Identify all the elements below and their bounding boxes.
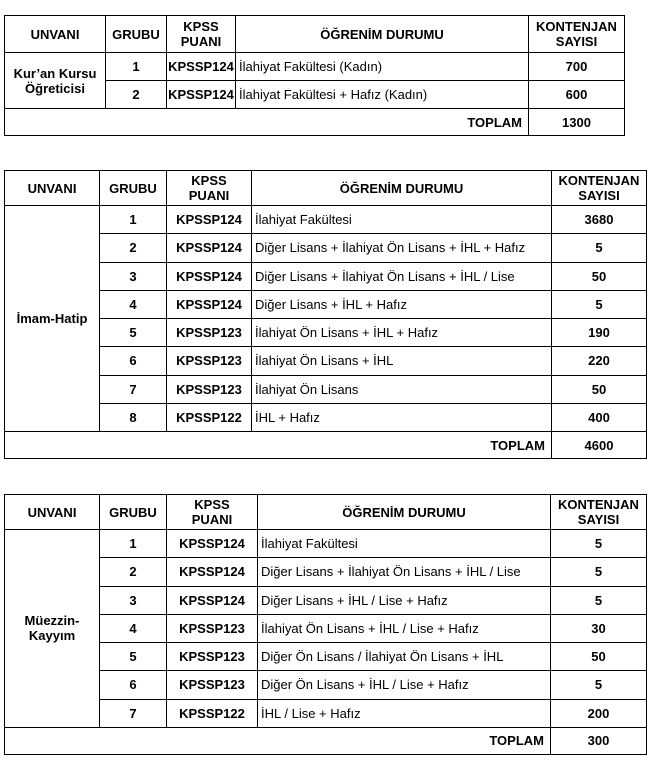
kontenjan-cell: 5 (551, 671, 647, 699)
table-row (5, 586, 647, 614)
grup-cell: 6 (100, 671, 167, 699)
kontenjan-cell: 200 (551, 699, 647, 727)
grup-cell: 1 (100, 206, 167, 234)
kpss-cell: KPSSP122 (167, 403, 252, 431)
unvan-line: Kur’an Kursu (13, 65, 97, 81)
total-row (5, 109, 625, 136)
ogrenim-cell: Diğer Lisans + İHL + Hafız (252, 290, 552, 318)
total-label: TOPLAM (5, 432, 552, 459)
header-kpss-line1: KPSS (191, 173, 227, 188)
kpss-cell: KPSSP124 (167, 558, 258, 586)
header-kontenjan (551, 495, 647, 530)
unvan-line: Öğreticisi (25, 80, 85, 96)
grup-cell: 7 (100, 375, 167, 403)
header-row (5, 171, 647, 206)
header-kontenjan-line2: SAYISI (577, 512, 620, 527)
kontenjan-cell: 30 (551, 614, 647, 642)
total-label: TOPLAM (5, 109, 529, 136)
grup-cell: 6 (100, 347, 167, 375)
header-row (5, 495, 647, 530)
grup-cell: 1 (100, 530, 167, 558)
kpss-cell: KPSSP124 (167, 530, 258, 558)
header-grubu: GRUBU (100, 171, 167, 206)
header-kontenjan (529, 16, 625, 53)
header-kpss (167, 171, 252, 206)
kpss-cell: KPSSP123 (167, 319, 252, 347)
ogrenim-cell: İlahiyat Ön Lisans + İHL (252, 347, 552, 375)
table-row (5, 319, 647, 347)
table-row (5, 558, 647, 586)
kpss-cell: KPSSP124 (167, 206, 252, 234)
kpss-cell: KPSSP122 (167, 699, 258, 727)
ogrenim-cell: Diğer Ön Lisans + İHL / Lise + Hafız (258, 671, 551, 699)
grup-cell: 3 (100, 586, 167, 614)
ogrenim-cell: Diğer Lisans + İlahiyat Ön Lisans + İHL / Lise (258, 558, 551, 586)
kpss-cell: KPSSP123 (167, 375, 252, 403)
table-row (5, 290, 647, 318)
unvan-line: İmam-Hatip (16, 311, 88, 326)
header-kpss-line2: PUANI (180, 34, 222, 49)
header-ogrenim: ÖĞRENİM DURUMU (258, 495, 551, 530)
header-ogrenim: ÖĞRENİM DURUMU (236, 16, 529, 53)
kpss-cell: KPSSP123 (167, 671, 258, 699)
kontenjan-cell: 190 (552, 319, 647, 347)
ogrenim-cell: Diğer Lisans + İHL / Lise + Hafız (258, 586, 551, 614)
ogrenim-cell: İHL / Lise + Hafız (258, 699, 551, 727)
kontenjan-cell: 700 (529, 53, 625, 81)
kpss-cell: KPSSP123 (167, 347, 252, 375)
grup-cell: 2 (100, 558, 167, 586)
table-row (5, 347, 647, 375)
ogrenim-cell: Diğer Lisans + İlahiyat Ön Lisans + İHL / Lise (252, 262, 552, 290)
header-kontenjan-line2: SAYISI (555, 34, 598, 49)
kontenjan-cell: 5 (552, 290, 647, 318)
kontenjan-cell: 400 (552, 403, 647, 431)
header-kontenjan-line1: KONTENJAN (558, 173, 640, 188)
unvan-line: Kayyım (28, 628, 76, 644)
ogrenim-cell: İlahiyat Fakültesi (252, 206, 552, 234)
grup-cell: 1 (106, 53, 167, 81)
header-unvan: UNVANI (5, 16, 106, 53)
table-row (5, 403, 647, 431)
total-label: TOPLAM (5, 727, 551, 754)
header-kpss-line1: KPSS (194, 497, 230, 512)
header-kpss-line2: PUANI (191, 512, 233, 527)
unvan-cell (5, 53, 106, 109)
total-value: 300 (551, 727, 647, 754)
ogrenim-cell: Diğer Ön Lisans / İlahiyat Ön Lisans + İHL (258, 643, 551, 671)
kpss-cell: KPSSP124 (167, 586, 258, 614)
kpss-cell: KPSSP123 (167, 643, 258, 671)
table-row (5, 643, 647, 671)
table-row (5, 234, 647, 262)
grup-cell: 3 (100, 262, 167, 290)
header-ogrenim: ÖĞRENİM DURUMU (252, 171, 552, 206)
kontenjan-cell: 50 (552, 262, 647, 290)
table-row (5, 530, 647, 558)
header-kpss-line1: KPSS (183, 19, 219, 34)
kpss-cell: KPSSP124 (167, 53, 236, 81)
kpss-cell: KPSSP123 (167, 614, 258, 642)
header-grubu: GRUBU (106, 16, 167, 53)
kontenjan-cell: 220 (552, 347, 647, 375)
ogrenim-cell: Diğer Lisans + İlahiyat Ön Lisans + İHL + Hafız (252, 234, 552, 262)
header-kpss (167, 16, 236, 53)
header-kontenjan-line1: KONTENJAN (536, 19, 617, 34)
grup-cell: 8 (100, 403, 167, 431)
table-row (5, 671, 647, 699)
kontenjan-cell: 600 (529, 81, 625, 109)
ogrenim-cell: İlahiyat Fakültesi (Kadın) (236, 53, 529, 81)
total-value: 1300 (529, 109, 625, 136)
kontenjan-cell: 50 (551, 643, 647, 671)
header-kontenjan (552, 171, 647, 206)
header-kontenjan-line1: KONTENJAN (558, 497, 639, 512)
grup-cell: 4 (100, 290, 167, 318)
header-kpss-line2: PUANI (188, 188, 230, 203)
kontenjan-cell: 5 (551, 558, 647, 586)
quota-table (4, 15, 625, 136)
kontenjan-cell: 50 (552, 375, 647, 403)
grup-cell: 2 (106, 81, 167, 109)
total-row (5, 727, 647, 754)
kontenjan-cell: 3680 (552, 206, 647, 234)
ogrenim-cell: İlahiyat Fakültesi + Hafız (Kadın) (236, 81, 529, 109)
total-value: 4600 (552, 432, 647, 459)
kpss-cell: KPSSP124 (167, 234, 252, 262)
kpss-cell: KPSSP124 (167, 81, 236, 109)
unvan-line: Müezzin- (24, 613, 80, 629)
total-row (5, 432, 647, 459)
ogrenim-cell: İlahiyat Ön Lisans + İHL / Lise + Hafız (258, 614, 551, 642)
table-row (5, 53, 625, 81)
header-kpss (167, 495, 258, 530)
kpss-cell: KPSSP124 (167, 290, 252, 318)
kontenjan-cell: 5 (551, 530, 647, 558)
unvan-cell (5, 206, 100, 432)
table-row (5, 206, 647, 234)
header-kontenjan-line2: SAYISI (578, 188, 620, 203)
ogrenim-cell: İlahiyat Ön Lisans + İHL + Hafız (252, 319, 552, 347)
unvan-cell (5, 530, 100, 728)
header-grubu: GRUBU (100, 495, 167, 530)
ogrenim-cell: İlahiyat Fakültesi (258, 530, 551, 558)
kpss-cell: KPSSP124 (167, 262, 252, 290)
table-row (5, 375, 647, 403)
kontenjan-cell: 5 (551, 586, 647, 614)
quota-table (4, 494, 647, 755)
table-row (5, 262, 647, 290)
ogrenim-cell: İHL + Hafız (252, 403, 552, 431)
table-row (5, 699, 647, 727)
table-row (5, 614, 647, 642)
header-row (5, 16, 625, 53)
header-unvan: UNVANI (5, 171, 100, 206)
grup-cell: 2 (100, 234, 167, 262)
kontenjan-cell: 5 (552, 234, 647, 262)
grup-cell: 5 (100, 643, 167, 671)
ogrenim-cell: İlahiyat Ön Lisans (252, 375, 552, 403)
header-unvan: UNVANI (5, 495, 100, 530)
grup-cell: 4 (100, 614, 167, 642)
quota-table (4, 170, 647, 459)
grup-cell: 7 (100, 699, 167, 727)
grup-cell: 5 (100, 319, 167, 347)
